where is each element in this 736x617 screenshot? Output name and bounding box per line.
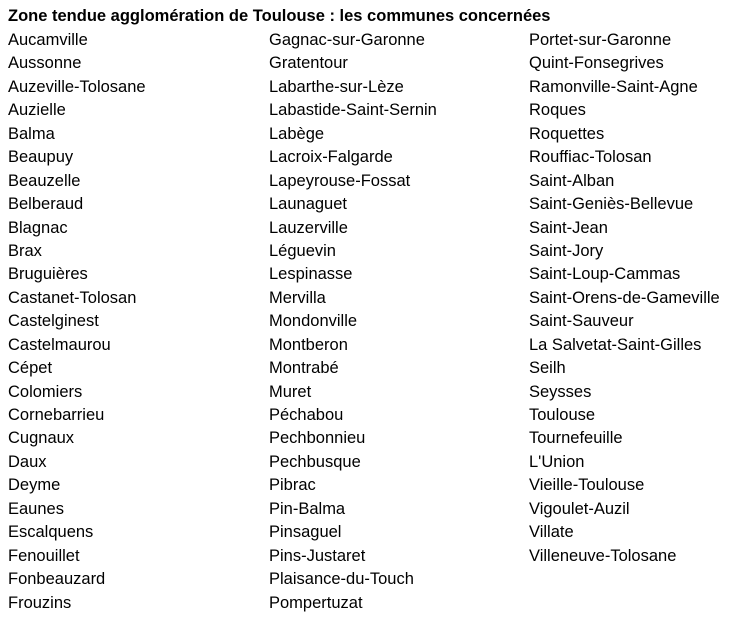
commune-item: Bruguières: [8, 265, 88, 284]
commune-item: L'Union: [529, 452, 585, 471]
commune-item: Pechbonnieu: [269, 429, 366, 448]
commune-item: Seilh: [529, 359, 566, 378]
commune-item: Mervilla: [269, 288, 326, 307]
commune-item: Saint-Loup-Cammas: [529, 265, 681, 284]
commune-item: Frouzins: [8, 593, 72, 612]
commune-item: Labège: [269, 124, 325, 143]
commune-item: Fenouillet: [8, 546, 80, 565]
commune-item: Portet-sur-Garonne: [529, 31, 672, 49]
commune-item: Eaunes: [8, 499, 64, 518]
commune-item: Gratentour: [269, 54, 348, 73]
commune-item: Saint-Jory: [529, 241, 604, 260]
commune-item: Daux: [8, 452, 47, 471]
communes-column-3: [529, 29, 720, 568]
commune-item: Pompertuzat: [269, 593, 363, 612]
commune-item: Labastide-Saint-Sernin: [269, 101, 437, 120]
commune-item: Escalquens: [8, 523, 94, 542]
commune-item: Pibrac: [269, 476, 316, 495]
commune-item: Pinsaguel: [269, 523, 342, 542]
commune-item: Beauzelle: [8, 171, 81, 190]
commune-item: Lacroix-Falgarde: [269, 148, 393, 167]
commune-item: Vieille-Toulouse: [529, 476, 645, 495]
commune-item: Montberon: [269, 335, 348, 354]
commune-item: Rouffiac-Tolosan: [529, 148, 652, 167]
commune-item: Lapeyrouse-Fossat: [269, 171, 411, 190]
commune-item: Cugnaux: [8, 429, 75, 448]
commune-item: Mondonville: [269, 312, 358, 331]
commune-item: Belberaud: [8, 195, 84, 214]
commune-item: Montrabé: [269, 359, 339, 378]
commune-item: Quint-Fonsegrives: [529, 54, 664, 73]
commune-item: Aucamville: [8, 31, 88, 49]
commune-item: Blagnac: [8, 218, 68, 237]
commune-item: Lauzerville: [269, 218, 348, 237]
commune-item: Gagnac-sur-Garonne: [269, 31, 425, 49]
commune-item: Labarthe-sur-Lèze: [269, 77, 404, 96]
commune-item: Castanet-Tolosan: [8, 288, 137, 307]
communes-column-2: [269, 29, 437, 615]
page-title: Zone tendue agglomération de Toulouse : les communes concernées: [8, 7, 551, 25]
commune-item: Balma: [8, 124, 55, 143]
commune-item: Plaisance-du-Touch: [269, 570, 414, 589]
commune-item: Colomiers: [8, 382, 83, 401]
commune-item: Léguevin: [269, 241, 336, 260]
commune-item: Pechbusque: [269, 452, 361, 471]
commune-item: Toulouse: [529, 406, 596, 424]
commune-item: Seysses: [529, 382, 592, 401]
commune-item: Tournefeuille: [529, 429, 623, 448]
commune-item: Ramonville-Saint-Agne: [529, 77, 698, 96]
communes-column-1: [8, 29, 146, 615]
commune-item: Deyme: [8, 476, 61, 495]
commune-item: Auzielle: [8, 101, 66, 120]
commune-item: Lespinasse: [269, 265, 353, 284]
commune-item: Brax: [8, 241, 42, 260]
commune-item: Muret: [269, 382, 312, 401]
commune-item: Castelginest: [8, 312, 99, 331]
commune-item: Roques: [529, 101, 586, 120]
commune-item: Aussonne: [8, 54, 82, 73]
commune-item: Villeneuve-Tolosane: [529, 546, 677, 565]
commune-item: Cépet: [8, 359, 53, 378]
commune-item: Pin-Balma: [269, 499, 346, 518]
commune-item: Saint-Alban: [529, 171, 615, 190]
commune-item: La Salvetat-Saint-Gilles: [529, 335, 702, 354]
commune-item: Roquettes: [529, 124, 605, 143]
commune-item: Saint-Orens-de-Gameville: [529, 288, 720, 307]
commune-item: Fonbeauzard: [8, 570, 106, 589]
commune-item: Vigoulet-Auzil: [529, 499, 630, 518]
commune-item: Castelmaurou: [8, 335, 111, 354]
commune-item: Saint-Jean: [529, 218, 608, 237]
commune-item: Villate: [529, 523, 574, 542]
commune-item: Beaupuy: [8, 148, 74, 167]
commune-item: Cornebarrieu: [8, 406, 105, 424]
commune-item: Saint-Sauveur: [529, 312, 634, 331]
commune-item: Auzeville-Tolosane: [8, 77, 146, 96]
commune-item: Péchabou: [269, 406, 344, 424]
commune-item: Pins-Justaret: [269, 546, 366, 565]
commune-item: Launaguet: [269, 195, 347, 214]
commune-item: Saint-Geniès-Bellevue: [529, 195, 694, 214]
